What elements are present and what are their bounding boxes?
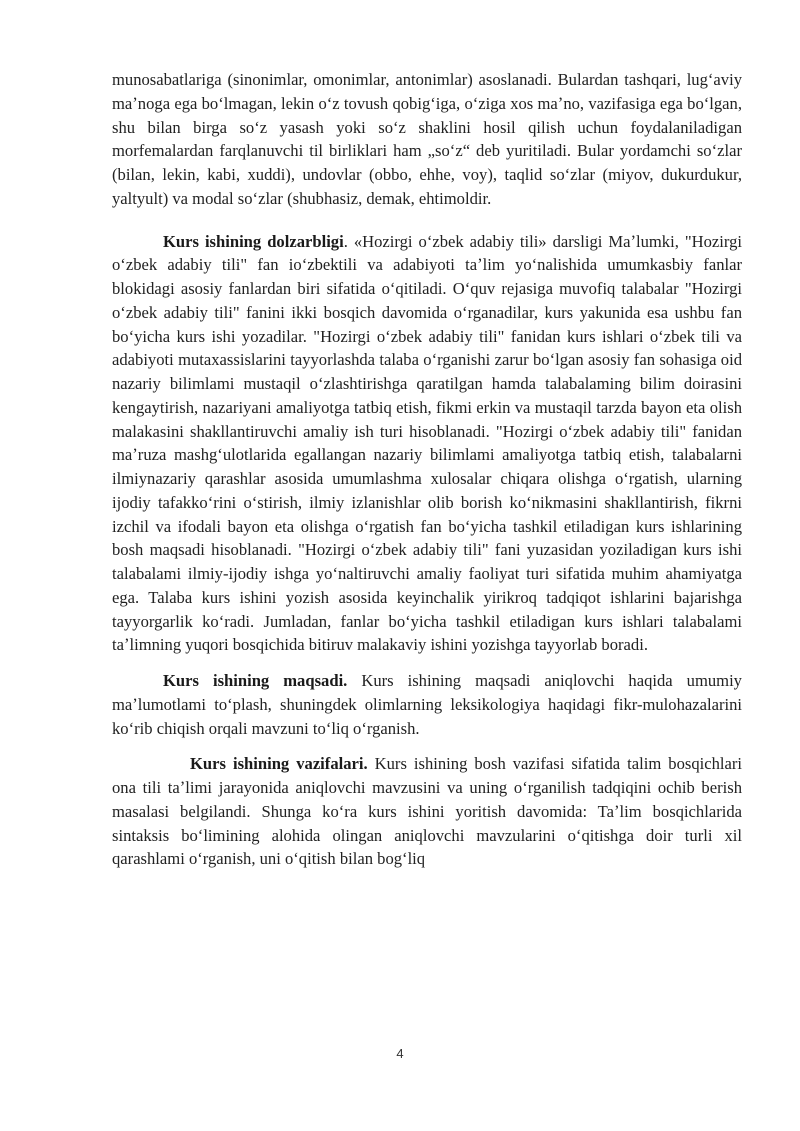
document-body: [112, 68, 742, 871]
paragraph-tasks: [112, 752, 742, 871]
tasks-text: Kurs ishining bosh vazifasi sifatida talim bosqichlari ona tili taʼlimi jarayonida aniqlovchi mavzusini va uning oʻrganilish tadqiqini ochib berish masalasi belgilandi. Shunga koʻra kurs ishini yoritish davomida: Taʼlim bosqichlarida sintaksis boʻlimining alohida olingan aniqlovchi mavzularini oʻqitishga doir turli xil qarashlami oʻrganish, uni oʻqitish bilan bogʻliq: [112, 754, 742, 869]
goal-heading: Kurs ishining maqsadi.: [163, 671, 348, 690]
relevance-text: . «Hozirgi oʻzbek adabiy tili» darsligi Maʼlumki, "Hozirgi oʻzbek adabiy tili" fan ioʻzbektili va adabiyoti taʼlim yoʻnalishida umumkasbiy fanlar blokidagi asosiy fanlardan biri sifatida oʻqitiladi. Oʻquv rejasiga muvofiq talabalar "Hozirgi oʻzbek adabiy tili" fanini ikki bosqich davomida oʻrganadilar, kurs yakunida esa ushbu fan boʻyicha kurs ishi yozadilar. "Hozirgi oʻzbek adabiy tili" fanidan kurs ishlari oʻzbek tili va adabiyoti mutaxassislarini tayyorlashda talaba oʻrganishi zarur boʻlgan asosiy fan sohasiga oid nazariy bilimlami mustaqil oʻzlashtirishga qaratilgan hamda talabalaming bilim doirasini kengaytirish, nazariyani amaliyotga tatbiq etish, fikmi erkin va mustaqil tarzda bayon eta olish malakasini shakllantiruvchi amaliy ish turi hisoblanadi. "Hozirgi oʻzbek adabiy tili" fanidan maʼruza mashgʻulotlarida egallangan nazariy bilimlami amaliyotga tatbiq etish, talabalarni ilmiynazariy qarashlar asosida umumlashma xulosalar chiqara olishga oʻrgatish, ularning ijodiy tafakkoʻrini oʻstirish, ilmiy izlanishlar olib borish koʻnikmasini shakllantirish, fikrni izchil va ifodali bayon eta olishga oʻrgatish fan boʻyicha tashkil etiladigan kurs ishlarining bosh maqsadi hisoblanadi. "Hozirgi oʻzbek adabiy tili" fani yuzasidan yoziladigan kurs ishi talabalami ilmiy-ijodiy ishga yoʻnaltiruvchi amaliy faoliyat turi sifatida muhim ahamiyatga ega. Talaba kurs ishini yozish asosida keyinchalik yirikroq tadqiqot ishlarini bajarishga tayyorgarlik koʻradi. Jumladan, fanlar boʻyicha tashkil etiladigan kurs ishlari talabalami taʼlimning yuqori bosqichida bitiruv malakaviy ishini yozishga tayyorlab boradi.: [112, 231, 742, 655]
tasks-heading: Kurs ishining vazifalari.: [190, 754, 368, 774]
paragraph-1-text: munosabatlariga (sinonimlar, omonimlar, antonimlar) asoslanadi. Bulardan tashqari, lugʻaviy maʼnoga ega boʻlmagan, lekin oʻz tovush qobigʻiga, oʻziga xos maʼno, vazifasiga ega boʻlgan, shu bilan birga soʻz yasash yoki soʻz shaklini hosil qilish uchun foydalaniladigan morfemalardan farqlanuvchi til birliklari ham „soʻz“ deb yuritiladi. Bular yordamchi soʻzlar (bilan, lekin, kabi, xuddi), undovlar (obbo, ehhe, voy), taqlid soʻzlar (miyov, dukurdukur, yaltyult) va modal soʻzlar (shubhasiz, demak, ehtimoldir.: [112, 70, 742, 208]
paragraph-relevance: [112, 230, 742, 658]
page-number: 4: [396, 1046, 404, 1061]
goal-text: Kurs ishining maqsadi aniqlovchi haqida umumiy maʼlumotlami toʻplash, shuningdek olimlarning leksikologiya haqidagi fikr-mulohazalarini koʻrib chiqish orqali mavzuni toʻliq oʻrganish.: [112, 671, 742, 738]
relevance-heading: Kurs ishining dolzarbligi: [163, 231, 344, 251]
paragraph-goal: [112, 669, 742, 740]
paragraph-1: [112, 68, 742, 211]
